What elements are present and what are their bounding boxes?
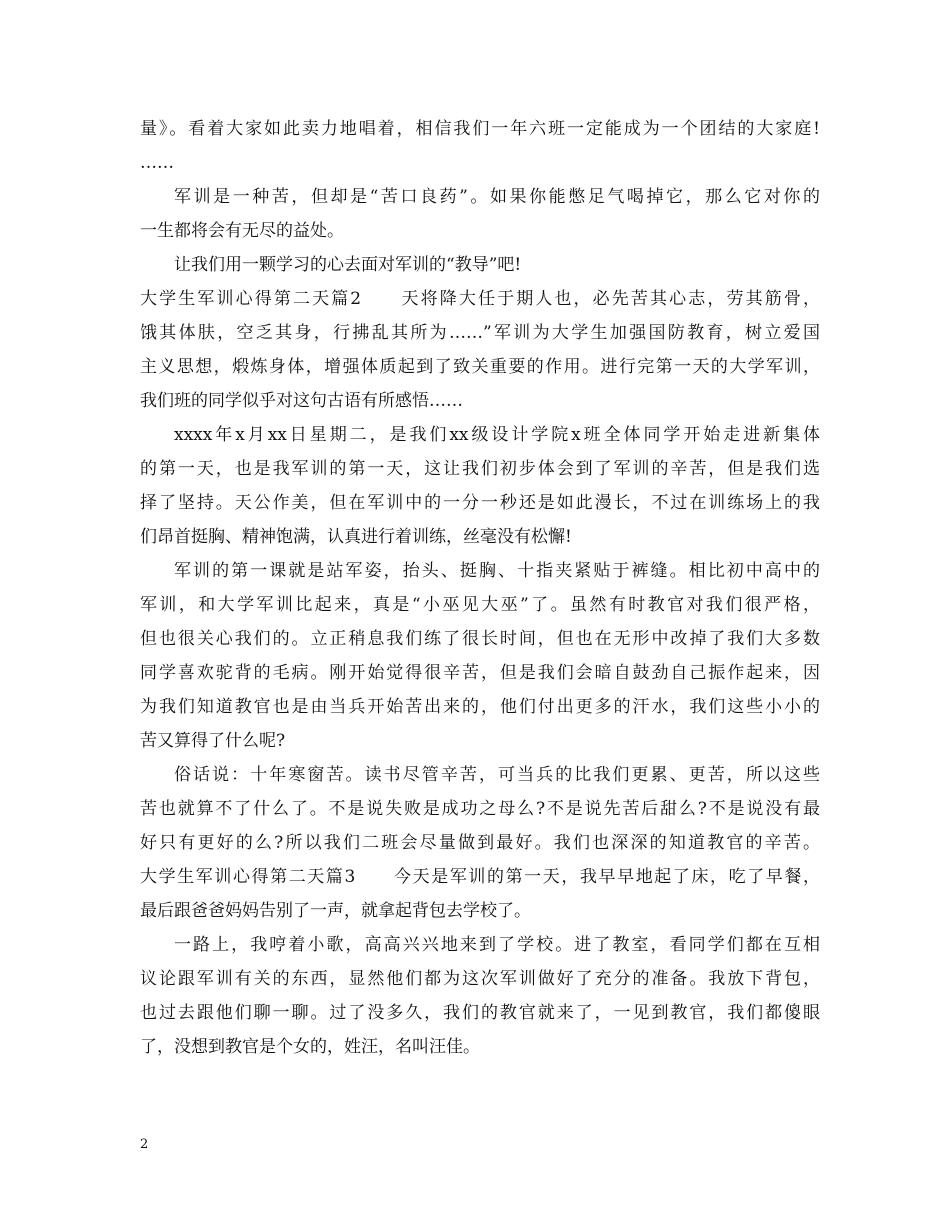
text-line: 量》。看着大家如此卖力地唱着，相信我们一年六班一定能成为一个团结的大家庭! (140, 119, 820, 139)
section-heading-line: 大学生军训心得第二天篇2 天将降大任于期人也，必先苦其心志，劳其筋骨， (140, 289, 820, 309)
page-number: 2 (140, 1137, 149, 1152)
document-body (140, 112, 820, 1064)
text-line: 好只有更好的么?所以我们二班会尽量做到最好。我们也深深的知道教官的辛苦。 (140, 833, 820, 853)
text-line: 主义思想，煅炼身体，增强体质起到了致关重要的作用。进行完第一天的大学军训， (140, 357, 820, 377)
text-line: 俗话说：十年寒窗苦。读书尽管辛苦，可当兵的比我们更累、更苦，所以这些 (174, 765, 820, 785)
text-line: 军训，和大学军训比起来，真是“小巫见大巫”了。虽然有时教官对我们很严格， (140, 595, 820, 615)
text-line: 了，没想到教官是个女的，姓汪，名叫汪佳。 (140, 1037, 480, 1057)
text-line: 为我们知道教官也是由当兵开始苦出来的，他们付出更多的汗水，我们这些小小的 (140, 697, 820, 717)
text-line: 苦又算得了什么呢? (140, 731, 286, 751)
text-line: 让我们用一颗学习的心去面对军训的“教导”吧! (174, 255, 522, 275)
text-line: 最后跟爸爸妈妈告别了一声，就拿起背包去学校了。 (140, 901, 531, 921)
text-line: 们昂首挺胸、精神饱满，认真进行着训练，丝毫没有松懈! (140, 527, 572, 547)
text-line: xxxx年x月xx日星期二，是我们xx级设计学院x班全体同学开始走进新集体 (174, 425, 820, 445)
text-line: 同学喜欢驼背的毛病。刚开始觉得很辛苦，但是我们会暗自鼓劲自己振作起来，因 (140, 663, 820, 683)
text-line: 一路上，我哼着小歌，高高兴兴地来到了学校。进了教室，看同学们都在互相 (174, 935, 820, 955)
text-line: 军训的第一课就是站军姿，抬头、挺胸、十指夹紧贴于裤缝。相比初中高中的 (174, 561, 820, 581)
text-line: 但也很关心我们的。立正稍息我们练了很长时间，但也在无形中改掉了我们大多数 (140, 629, 820, 649)
text-line: 饿其体肤，空乏其身，行拂乱其所为……”军训为大学生加强国防教育，树立爱国 (140, 323, 820, 343)
text-line: 苦也就算不了什么了。不是说失败是成功之母么?不是说先苦后甜么?不是说没有最 (140, 799, 820, 819)
text-line: 我们班的同学似乎对这句古语有所感悟…… (140, 391, 463, 411)
text-line: 议论跟军训有关的东西，显然他们都为这次军训做好了充分的准备。我放下背包， (140, 969, 820, 989)
text-line: …… (140, 153, 174, 173)
text-line: 一生都将会有无尽的益处。 (140, 221, 344, 241)
text-line: 择了坚持。天公作美，但在军训中的一分一秒还是如此漫长，不过在训练场上的我 (140, 493, 820, 513)
text-line: 也过去跟他们聊一聊。过了没多久，我们的教官就来了，一见到教官，我们都傻眼 (140, 1003, 820, 1023)
section-heading-line: 大学生军训心得第二天篇3 今天是军训的第一天，我早早地起了床，吃了早餐， (140, 867, 820, 887)
text-line: 军训是一种苦，但却是“苦口良药”。如果你能憋足气喝掉它，那么它对你的 (174, 187, 820, 207)
text-line: 的第一天，也是我军训的第一天，这让我们初步体会到了军训的辛苦，但是我们选 (140, 459, 820, 479)
